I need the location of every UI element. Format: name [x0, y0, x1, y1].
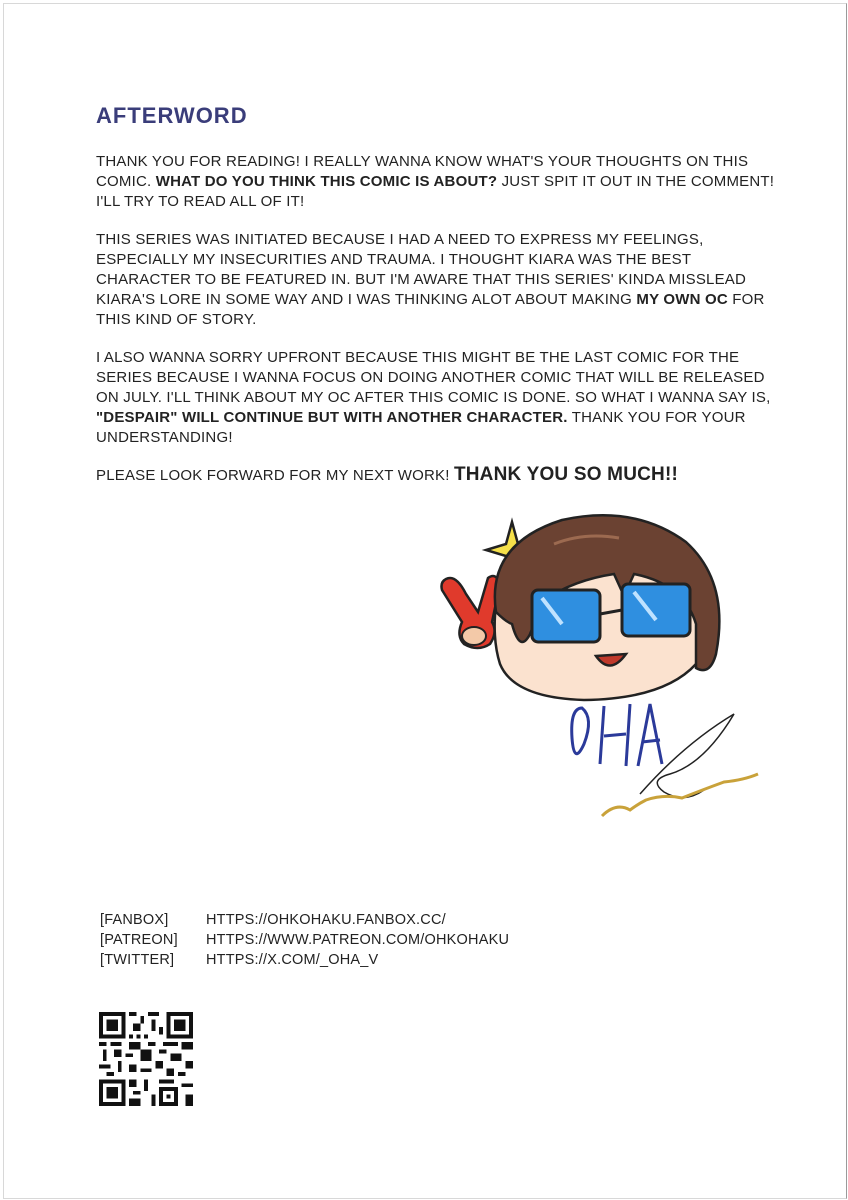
peace-hand-icon — [442, 576, 501, 648]
paragraph-emphasis: THANK YOU SO MUCH!! — [453, 464, 679, 485]
paragraph-closing — [96, 465, 776, 486]
paragraph-emphasis: WHAT DO YOU THINK THIS COMIC IS ABOUT? — [155, 173, 498, 190]
twitter-link[interactable]: HTTPS://X.COM/_OHA_V — [206, 952, 379, 968]
link-row-fanbox — [100, 910, 509, 930]
link-row-patreon — [100, 930, 509, 950]
paragraph-text: THIS SERIES WAS INITIATED BECAUSE I HAD A NEED TO EXPRESS MY FEELINGS, ESPECIALLY MY INSECURITIES AND TRAUMA. I THOUGHT KIARA WAS THE BEST CHARACTER TO BE FEATURED IN. BUT I'M AWARE THAT THIS SERIES' KINDA MISSLEAD KIARA'S LORE IN SOME WAY AND I WAS THINKING ALOT ABOUT MAKING — [96, 231, 747, 308]
paragraph-text: JUST SPIT IT OUT IN THE COMMENT! I'LL TRY TO READ ALL OF IT! — [96, 173, 775, 210]
paragraph-text: THANK YOU FOR READING! I REALLY WANNA KNOW WHAT'S YOUR THOUGHTS ON THIS COMIC. — [96, 153, 749, 190]
social-links — [100, 910, 509, 970]
signature-scribble — [572, 704, 758, 816]
paragraph-apology — [96, 348, 776, 448]
paragraph-series — [96, 230, 776, 330]
comic-page — [3, 3, 847, 1199]
link-label: [PATREON] — [100, 932, 178, 948]
paragraph-text: FOR THIS KIND OF STORY. — [96, 291, 765, 328]
paragraph-text: PLEASE LOOK FORWARD FOR MY NEXT WORK! — [96, 467, 454, 484]
chibi-illustration — [434, 504, 774, 844]
qr-code-icon[interactable] — [99, 1012, 193, 1106]
paragraph-text: I ALSO WANNA SORRY UPFRONT BECAUSE THIS MIGHT BE THE LAST COMIC FOR THE SERIES BECAUSE I WANNA FOCUS ON DOING ANOTHER COMIC THAT WILL BE RELEASED ON JULY. I'LL THINK ABOUT MY OC AFTER THIS COMIC IS DONE. SO WHAT I WANNA SAY IS, — [96, 349, 771, 406]
link-label: [TWITTER] — [100, 952, 175, 968]
paragraph-emphasis: "DESPAIR" WILL CONTINUE BUT WITH ANOTHER CHARACTER. — [96, 409, 568, 426]
link-row-twitter — [100, 950, 509, 970]
paragraph-text: THANK YOU FOR YOUR UNDERSTANDING! — [96, 409, 746, 446]
page-title: AFTERWORD — [96, 103, 248, 128]
patreon-link[interactable]: HTTPS://WWW.PATREON.COM/OHKOHAKU — [206, 932, 510, 948]
paragraph-thanks — [96, 152, 776, 212]
paragraph-emphasis: MY OWN OC — [636, 291, 728, 308]
link-label: [FANBOX] — [100, 912, 169, 928]
fanbox-link[interactable]: HTTPS://OHKOHAKU.FANBOX.CC/ — [206, 912, 446, 928]
